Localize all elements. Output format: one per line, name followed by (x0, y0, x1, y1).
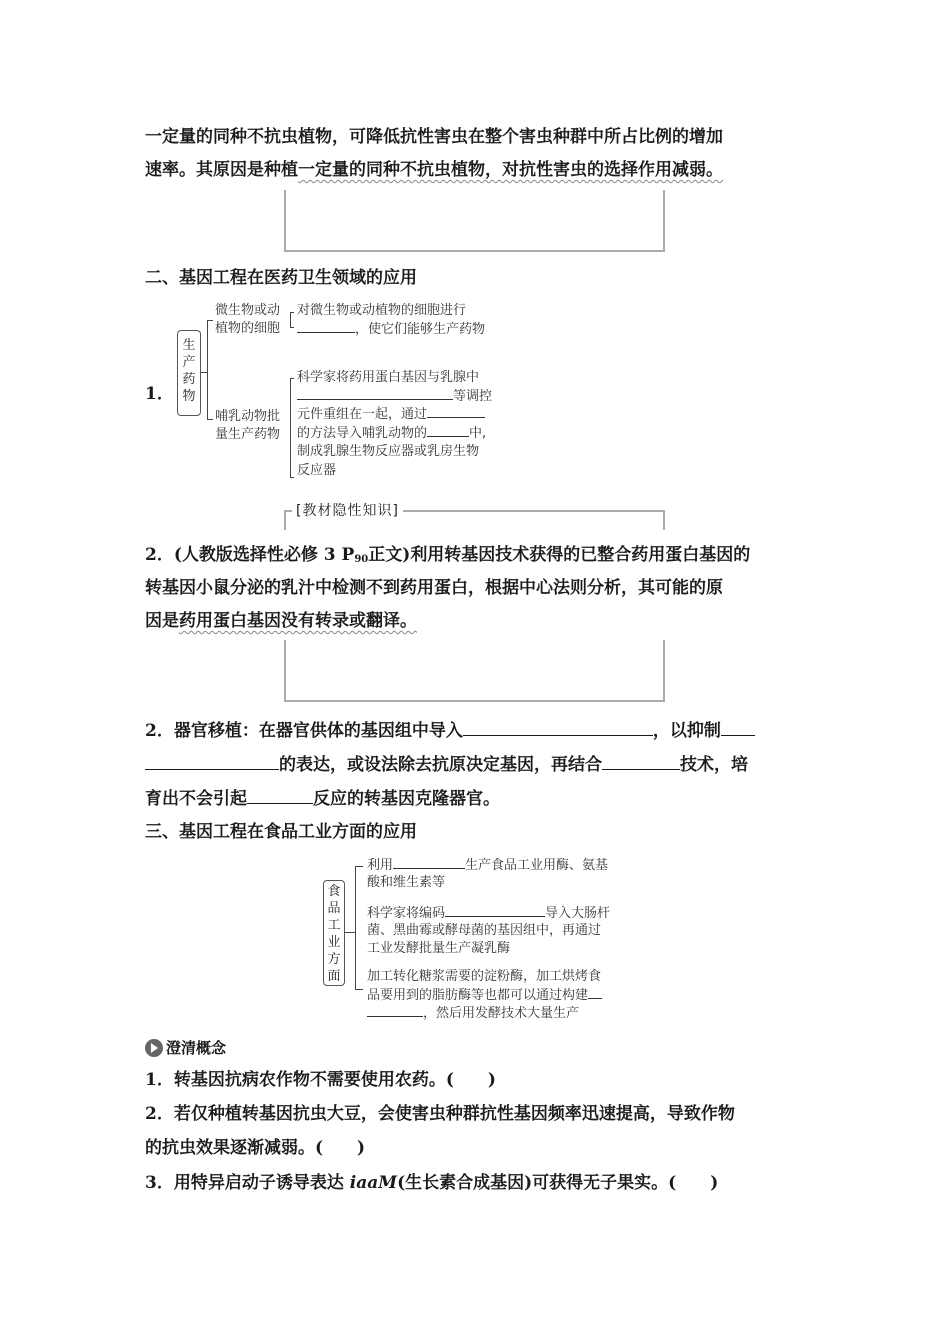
item-2-line-2: 转基因小鼠分泌的乳汁中检测不到药用蛋白，根据中心法则分析，其可能的原 (145, 578, 723, 598)
organ-line-2 (145, 754, 748, 775)
note-box-1 (284, 190, 665, 252)
branch-2-text-3 (297, 405, 485, 424)
branch-2-text-4 (297, 424, 486, 443)
item-2-prefix: 2． (145, 545, 174, 565)
root-char: 食 (327, 884, 341, 899)
branch-1-text-1: 对微生物或动植物的细胞进行 (297, 303, 467, 318)
food-b2-tail: 导入大肠杆 (545, 906, 611, 921)
diagram-root-produce-drugs (177, 330, 201, 416)
branch-2-text-6: 反应器 (297, 463, 337, 478)
branch-1-text-2 (297, 320, 485, 339)
branch-2-text-4-tail: 中, (469, 426, 487, 441)
organ-line-1-b: ，以抑制 (652, 721, 721, 741)
intro-answer: 一定量的同种不抗虫植物，对抗性害虫的选择作用减弱。 (298, 160, 723, 180)
branch-2-text-5: 制成乳腺生物反应器或乳房生物 (297, 444, 480, 459)
intro-line-2-start: 速率。其原因是种植 (145, 160, 298, 180)
food-b3-line-3 (367, 1004, 579, 1023)
diagram-root-food-industry (323, 880, 345, 986)
food-b1-head: 利用 (367, 858, 394, 873)
blank[interactable] (721, 720, 755, 736)
root-char: 方 (327, 952, 341, 967)
branch-1-text-2-tail: ，使它们能够生产药物 (355, 322, 486, 337)
diagram-connector (345, 932, 355, 933)
branch-2-label-2: 量生产药物 (215, 427, 281, 442)
root-char: 物 (182, 389, 196, 404)
food-b1-line-2: 酸和维生素等 (367, 875, 446, 890)
blank[interactable] (602, 754, 680, 770)
item-2-text: 利用转基因技术获得的已整合药用蛋白基因的 (410, 545, 751, 565)
clarify-q3-tail: (生长素合成基因)可获得无子果实。( ) (397, 1173, 719, 1193)
blank[interactable] (588, 986, 602, 999)
root-char: 产 (182, 355, 196, 370)
note-box-2 (284, 640, 665, 702)
clarify-q1: 1．转基因抗病农作物不需要使用农药。( ) (145, 1070, 496, 1090)
item-2-source-page: 90 (354, 554, 369, 565)
clarify-q3-head: 3．用特异启动子诱导表达 (145, 1173, 350, 1193)
blank[interactable] (427, 424, 469, 437)
item-2-line-3 (145, 611, 417, 631)
item-2-answer: 药用蛋白基因没有转录或翻译。 (179, 611, 417, 631)
intro-line-2 (145, 160, 723, 180)
clarify-q2-line-2: 的抗虫效果逐渐减弱。( ) (145, 1138, 366, 1158)
blank[interactable] (445, 904, 545, 917)
branch-2-label-1: 哺乳动物批 (215, 409, 281, 424)
branch-2-text-4-head: 的方法导入哺乳动物的 (297, 426, 428, 441)
blank[interactable] (297, 320, 355, 333)
root-char: 药 (182, 372, 196, 387)
clarify-header (145, 1037, 226, 1058)
organ-line-1-a: 在器官供体的基因组中导入 (258, 721, 463, 741)
food-b2-line-3: 工业发酵批量生产凝乳酶 (367, 941, 511, 956)
organ-label: 2．器官移植： (145, 721, 259, 741)
item-2-source-end: 正文) (368, 545, 411, 565)
organ-line-1 (145, 720, 755, 741)
food-b2-line-2: 菌、黑曲霉或酵母菌的基因组中，再通过 (367, 923, 602, 938)
branch-1-label-1: 微生物或动 (215, 303, 281, 318)
item-2-line-3-head: 因是 (145, 611, 179, 631)
blank[interactable] (145, 754, 279, 770)
blank[interactable] (247, 788, 313, 804)
organ-line-2-b: 技术，培 (680, 755, 748, 775)
food-b3-line-3-text: ，然后用发酵技术大量生产 (423, 1006, 580, 1021)
food-b1-line-1 (367, 856, 608, 875)
section-2-heading: 二、基因工程在医药卫生领域的应用 (145, 268, 417, 288)
food-b3-line-2-text: 品要用到的脂肪酶等也都可以通过构建 (367, 988, 589, 1003)
root-char: 面 (327, 969, 341, 984)
blank[interactable] (393, 856, 465, 869)
food-b1-tail: 生产食品工业用酶、氨基 (465, 858, 609, 873)
hidden-knowledge-tag: [教材隐性知识] (292, 500, 403, 520)
play-icon (145, 1039, 163, 1057)
root-char: 品 (327, 901, 341, 916)
item-1-number: 1． (145, 384, 174, 404)
blank[interactable] (367, 1004, 423, 1017)
organ-line-2-a: 的表达，或设法除去抗原决定基因，再结合 (279, 755, 602, 775)
branch-2-text-1: 科学家将药用蛋白基因与乳腺中 (297, 370, 480, 385)
organ-line-3-a: 育出不会引起 (145, 789, 247, 809)
organ-line-3-b: 反应的转基因克隆器官。 (313, 789, 500, 809)
item-2-source: (人教版选择性必修 3 P (173, 545, 355, 565)
organ-line-3 (145, 788, 500, 809)
clarify-q3 (145, 1173, 718, 1193)
branch-1-label-2: 植物的细胞 (215, 321, 281, 336)
food-b3-line-2 (367, 986, 602, 1005)
blank[interactable] (463, 720, 653, 736)
branch-1-bracket (290, 312, 294, 328)
section-3-heading: 三、基因工程在食品工业方面的应用 (145, 822, 417, 842)
branch-2-text-2-tail: 等调控 (453, 389, 493, 404)
item-2-line-1 (145, 545, 750, 570)
root-char: 生 (182, 338, 196, 353)
intro-line-1: 一定量的同种不抗虫植物，可降低抗性害虫在整个害虫种群中所占比例的增加 (145, 127, 723, 147)
root-char: 工 (327, 918, 341, 933)
clarify-q2-line-1: 2．若仅种植转基因抗虫大豆，会使害虫种群抗性基因频率迅速提高，导致作物 (145, 1104, 735, 1124)
diagram-bracket (355, 866, 363, 990)
clarify-title: 澄清概念 (166, 1039, 227, 1057)
blank[interactable] (297, 387, 453, 400)
branch-2-text-3-head: 元件重组在一起，通过 (297, 407, 428, 422)
food-b2-line-1 (367, 904, 610, 923)
food-b3-line-1: 加工转化糖浆需要的淀粉酶，加工烘烤食 (367, 969, 602, 984)
branch-2-text-2 (297, 387, 492, 406)
branch-2-bracket (290, 378, 294, 478)
food-b2-head: 科学家将编码 (367, 906, 446, 921)
clarify-q3-gene: iaaM (349, 1173, 398, 1193)
root-char: 业 (327, 935, 341, 950)
diagram-bracket (207, 320, 213, 420)
blank[interactable] (427, 405, 485, 418)
